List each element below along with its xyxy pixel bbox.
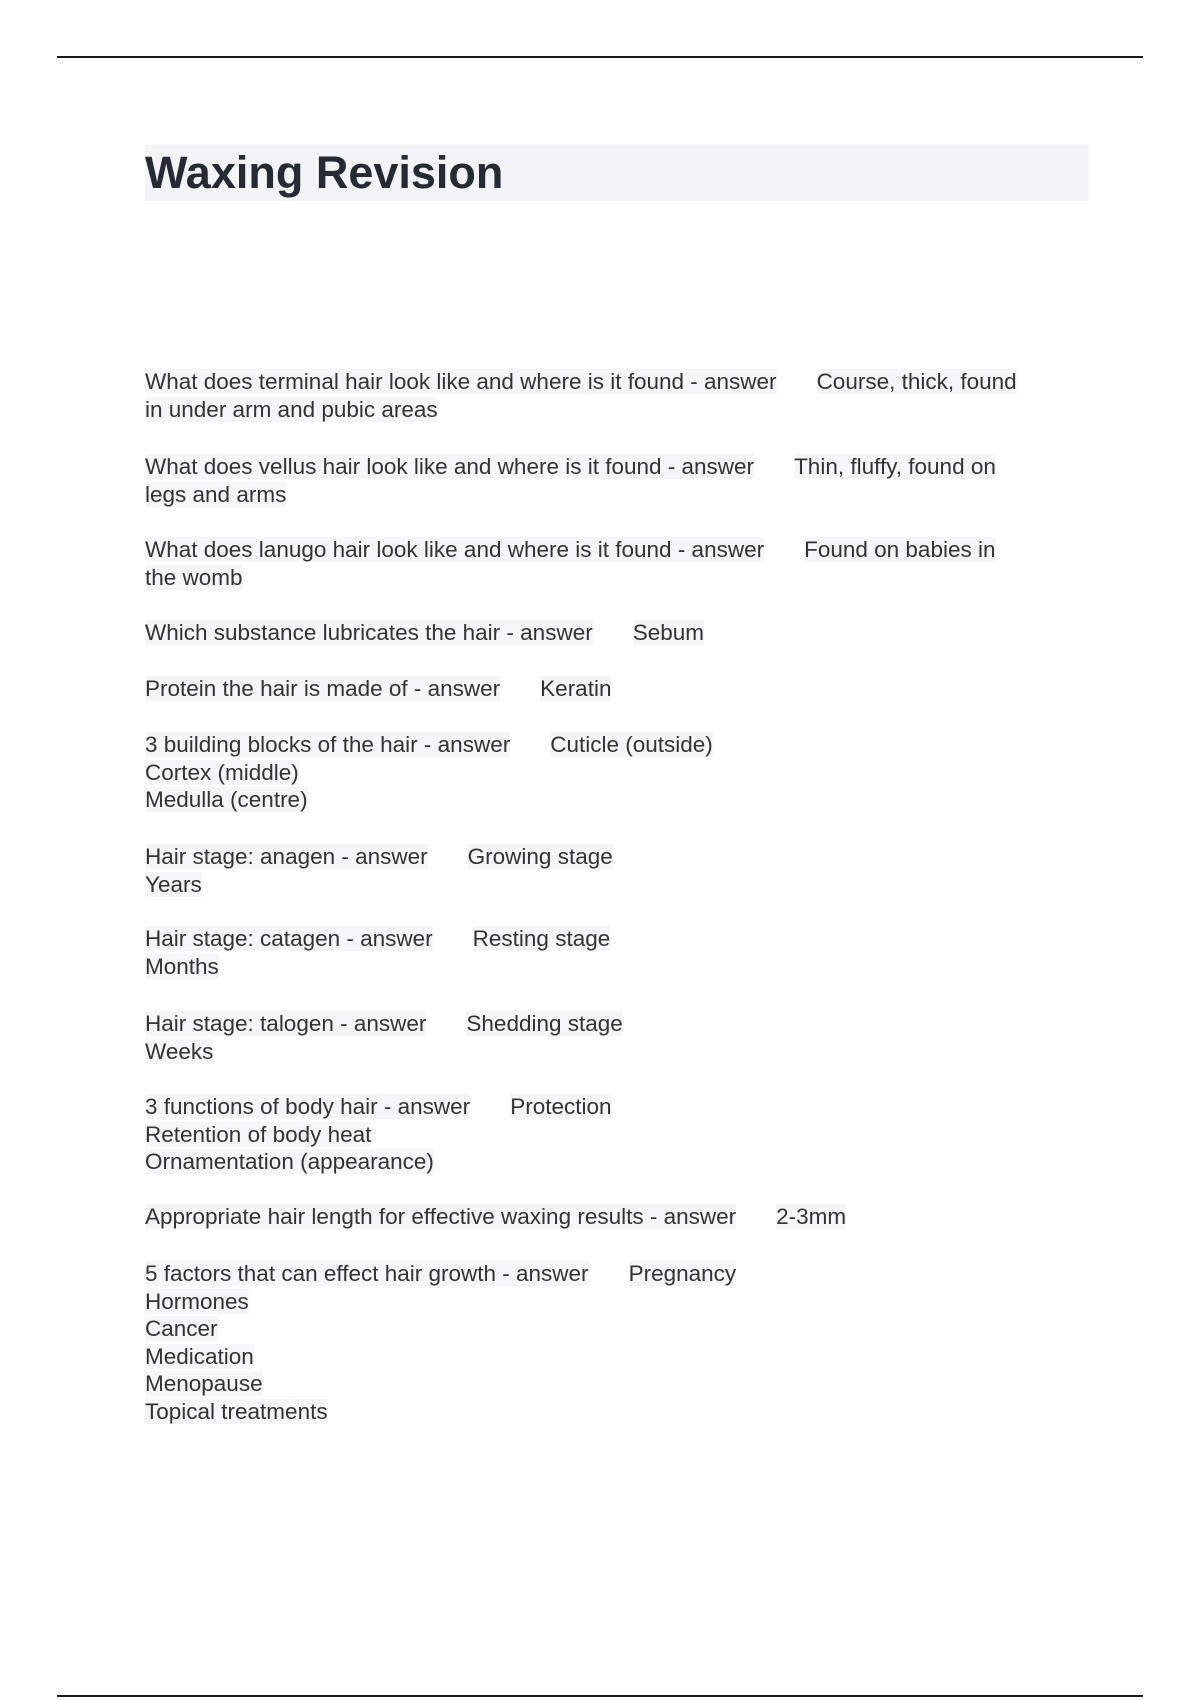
- answer-text: Protection: [510, 1094, 612, 1119]
- qa-item: [145, 843, 613, 898]
- qa-item: [145, 925, 610, 980]
- answer-text: Resting stage: [472, 926, 611, 951]
- answer-text: Keratin: [540, 676, 612, 701]
- question-text: 3 functions of body hair - answer: [145, 1094, 471, 1119]
- answer-text: Growing stage: [467, 844, 613, 869]
- question-text: Protein the hair is made of - answer: [145, 676, 501, 701]
- question-text: 3 building blocks of the hair - answer: [145, 732, 511, 757]
- question-text: Appropriate hair length for effective waxing results - answer: [145, 1204, 737, 1229]
- qa-item: [145, 1010, 623, 1065]
- answer-continuation: the womb: [145, 564, 243, 590]
- answer-continuation: Cortex (middle): [145, 759, 299, 785]
- question-text: 5 factors that can effect hair growth - answer: [145, 1261, 589, 1286]
- answer-continuation: Medulla (centre): [145, 787, 308, 812]
- question-text: Hair stage: catagen - answer: [145, 926, 433, 951]
- answer-text: Pregnancy: [628, 1261, 737, 1286]
- answer-continuation: Years: [145, 871, 202, 897]
- qa-item: [145, 536, 996, 591]
- answer-continuation: Months: [145, 953, 219, 979]
- answer-text: Course, thick, found: [816, 369, 1017, 394]
- answer-continuation: Menopause: [145, 1371, 263, 1396]
- top-rule: [57, 56, 1143, 58]
- answer-text: Shedding stage: [466, 1011, 623, 1036]
- question-text: Hair stage: anagen - answer: [145, 844, 428, 869]
- answer-continuation: Hormones: [145, 1288, 249, 1314]
- answer-text: Found on babies in: [804, 537, 996, 562]
- question-text: What does terminal hair look like and where is it found - answer: [145, 369, 777, 394]
- answer-continuation: Topical treatments: [145, 1398, 328, 1424]
- answer-text: Cuticle (outside): [550, 732, 713, 757]
- bottom-rule: [57, 1695, 1143, 1697]
- answer-text: Sebum: [632, 620, 705, 645]
- question-text: Which substance lubricates the hair - answer: [145, 620, 593, 645]
- answer-text: 2-3mm: [776, 1204, 847, 1229]
- qa-item: [145, 619, 704, 647]
- qa-item: [145, 1203, 846, 1231]
- question-text: What does lanugo hair look like and where is it found - answer: [145, 537, 765, 562]
- question-text: What does vellus hair look like and where is it found - answer: [145, 454, 755, 479]
- page-title: Waxing Revision: [145, 147, 504, 198]
- answer-continuation: legs and arms: [145, 481, 287, 507]
- qa-item: [145, 1260, 736, 1425]
- qa-item: [145, 675, 611, 703]
- qa-item: [145, 368, 1017, 423]
- answer-continuation: Cancer: [145, 1316, 218, 1341]
- answer-continuation: Retention of body heat: [145, 1121, 372, 1147]
- answer-continuation: in under arm and pubic areas: [145, 396, 438, 422]
- qa-item: [145, 731, 713, 814]
- answer-continuation: Ornamentation (appearance): [145, 1149, 434, 1174]
- qa-item: [145, 453, 996, 508]
- question-text: Hair stage: talogen - answer: [145, 1011, 427, 1036]
- qa-item: [145, 1093, 612, 1176]
- answer-continuation: Weeks: [145, 1038, 214, 1064]
- answer-continuation: Medication: [145, 1343, 254, 1369]
- answer-text: Thin, fluffy, found on: [794, 454, 996, 479]
